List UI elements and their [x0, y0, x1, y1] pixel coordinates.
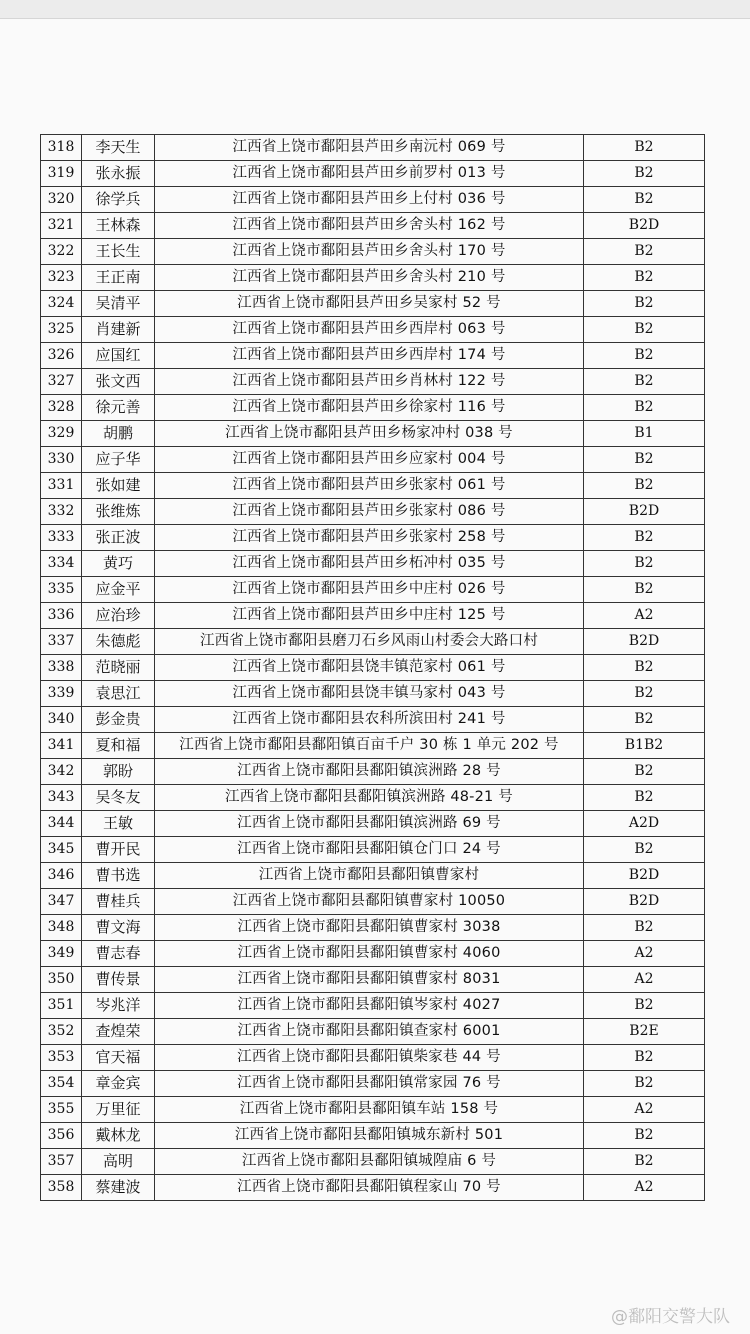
- row-address: 江西省上饶市鄱阳县鄱阳镇滨洲路 28 号: [155, 759, 584, 785]
- table-row: [41, 863, 705, 889]
- table-row: [41, 655, 705, 681]
- row-number: 351: [41, 993, 82, 1019]
- row-name: 查煌荣: [82, 1019, 155, 1045]
- table-row: [41, 993, 705, 1019]
- row-license-class: B2: [584, 577, 705, 603]
- table-row: [41, 603, 705, 629]
- row-name: 朱德彪: [82, 629, 155, 655]
- table-row: [41, 915, 705, 941]
- row-name: 肖建新: [82, 317, 155, 343]
- row-name: 张文西: [82, 369, 155, 395]
- row-address: 江西省上饶市鄱阳县鄱阳镇车站 158 号: [155, 1097, 584, 1123]
- table-row: [41, 1149, 705, 1175]
- row-name: 曹传景: [82, 967, 155, 993]
- table-row: [41, 239, 705, 265]
- row-name: 蔡建波: [82, 1175, 155, 1201]
- row-license-class: B2: [584, 395, 705, 421]
- row-number: 357: [41, 1149, 82, 1175]
- row-number: 327: [41, 369, 82, 395]
- table-row: [41, 1071, 705, 1097]
- row-number: 324: [41, 291, 82, 317]
- row-number: 318: [41, 135, 82, 161]
- table-row: [41, 577, 705, 603]
- table-row: [41, 707, 705, 733]
- row-number: 333: [41, 525, 82, 551]
- row-name: 彭金贵: [82, 707, 155, 733]
- row-number: 334: [41, 551, 82, 577]
- row-name: 岑兆洋: [82, 993, 155, 1019]
- row-license-class: A2: [584, 967, 705, 993]
- row-address: 江西省上饶市鄱阳县芦田乡南沅村 069 号: [155, 135, 584, 161]
- row-address: 江西省上饶市鄱阳县芦田乡杨家冲村 038 号: [155, 421, 584, 447]
- table-row: [41, 889, 705, 915]
- row-name: 黄巧: [82, 551, 155, 577]
- row-number: 321: [41, 213, 82, 239]
- row-license-class: B2: [584, 655, 705, 681]
- row-address: 江西省上饶市鄱阳县鄱阳镇柴家巷 44 号: [155, 1045, 584, 1071]
- row-name: 胡鹏: [82, 421, 155, 447]
- row-address: 江西省上饶市鄱阳县芦田乡肖林村 122 号: [155, 369, 584, 395]
- row-license-class: B2D: [584, 863, 705, 889]
- row-license-class: A2: [584, 1175, 705, 1201]
- row-name: 曹书选: [82, 863, 155, 889]
- table-row: [41, 135, 705, 161]
- row-name: 王正南: [82, 265, 155, 291]
- row-license-class: B2: [584, 993, 705, 1019]
- row-license-class: B2: [584, 161, 705, 187]
- row-address: 江西省上饶市鄱阳县芦田乡中庄村 125 号: [155, 603, 584, 629]
- row-license-class: B2: [584, 681, 705, 707]
- table-row: [41, 421, 705, 447]
- row-name: 曹桂兵: [82, 889, 155, 915]
- row-number: 349: [41, 941, 82, 967]
- row-name: 应子华: [82, 447, 155, 473]
- row-name: 袁思江: [82, 681, 155, 707]
- row-license-class: B2: [584, 1149, 705, 1175]
- row-address: 江西省上饶市鄱阳县芦田乡应家村 004 号: [155, 447, 584, 473]
- table-row: [41, 187, 705, 213]
- row-name: 王长生: [82, 239, 155, 265]
- row-license-class: B1: [584, 421, 705, 447]
- row-address: 江西省上饶市鄱阳县鄱阳镇百亩千户 30 栋 1 单元 202 号: [155, 733, 584, 759]
- row-license-class: B2: [584, 135, 705, 161]
- row-license-class: B2D: [584, 889, 705, 915]
- top-bar: [0, 0, 750, 19]
- row-name: 夏和福: [82, 733, 155, 759]
- row-number: 345: [41, 837, 82, 863]
- row-number: 350: [41, 967, 82, 993]
- row-license-class: B2: [584, 551, 705, 577]
- row-name: 王林森: [82, 213, 155, 239]
- row-name: 徐元善: [82, 395, 155, 421]
- table-row: [41, 681, 705, 707]
- row-license-class: B2: [584, 343, 705, 369]
- table-row: [41, 499, 705, 525]
- row-address: 江西省上饶市鄱阳县鄱阳镇仓门口 24 号: [155, 837, 584, 863]
- row-license-class: B2E: [584, 1019, 705, 1045]
- row-address: 江西省上饶市鄱阳县鄱阳镇曹家村 4060: [155, 941, 584, 967]
- row-name: 应国红: [82, 343, 155, 369]
- row-license-class: B2D: [584, 499, 705, 525]
- table-row: [41, 291, 705, 317]
- row-number: 347: [41, 889, 82, 915]
- row-number: 348: [41, 915, 82, 941]
- table-row: [41, 525, 705, 551]
- license-table: [40, 134, 705, 1201]
- row-number: 329: [41, 421, 82, 447]
- table-row: [41, 785, 705, 811]
- row-number: 322: [41, 239, 82, 265]
- row-name: 张如建: [82, 473, 155, 499]
- row-license-class: B2D: [584, 213, 705, 239]
- row-address: 江西省上饶市鄱阳县芦田乡舍头村 162 号: [155, 213, 584, 239]
- table-row: [41, 369, 705, 395]
- row-address: 江西省上饶市鄱阳县芦田乡舍头村 170 号: [155, 239, 584, 265]
- row-number: 325: [41, 317, 82, 343]
- row-number: 335: [41, 577, 82, 603]
- table-row: [41, 213, 705, 239]
- row-number: 326: [41, 343, 82, 369]
- row-number: 336: [41, 603, 82, 629]
- table-row: [41, 811, 705, 837]
- row-name: 郭盼: [82, 759, 155, 785]
- row-address: 江西省上饶市鄱阳县芦田乡吴家村 52 号: [155, 291, 584, 317]
- row-address: 江西省上饶市鄱阳县鄱阳镇曹家村 10050: [155, 889, 584, 915]
- row-address: 江西省上饶市鄱阳县芦田乡张家村 258 号: [155, 525, 584, 551]
- table-row: [41, 967, 705, 993]
- row-number: 319: [41, 161, 82, 187]
- row-number: 354: [41, 1071, 82, 1097]
- row-name: 王敏: [82, 811, 155, 837]
- row-number: 353: [41, 1045, 82, 1071]
- row-address: 江西省上饶市鄱阳县鄱阳镇曹家村: [155, 863, 584, 889]
- table-row: [41, 265, 705, 291]
- row-number: 355: [41, 1097, 82, 1123]
- row-license-class: B2: [584, 187, 705, 213]
- row-address: 江西省上饶市鄱阳县芦田乡前罗村 013 号: [155, 161, 584, 187]
- row-address: 江西省上饶市鄱阳县鄱阳镇曹家村 8031: [155, 967, 584, 993]
- row-address: 江西省上饶市鄱阳县鄱阳镇曹家村 3038: [155, 915, 584, 941]
- row-name: 章金宾: [82, 1071, 155, 1097]
- row-number: 331: [41, 473, 82, 499]
- row-address: 江西省上饶市鄱阳县鄱阳镇查家村 6001: [155, 1019, 584, 1045]
- row-address: 江西省上饶市鄱阳县鄱阳镇滨洲路 69 号: [155, 811, 584, 837]
- row-number: 346: [41, 863, 82, 889]
- table-row: [41, 1175, 705, 1201]
- table-row: [41, 1097, 705, 1123]
- row-name: 曹志春: [82, 941, 155, 967]
- row-license-class: B2: [584, 291, 705, 317]
- row-name: 官天福: [82, 1045, 155, 1071]
- row-address: 江西省上饶市鄱阳县芦田乡中庄村 026 号: [155, 577, 584, 603]
- row-license-class: B2: [584, 1123, 705, 1149]
- row-license-class: B2: [584, 239, 705, 265]
- row-address: 江西省上饶市鄱阳县鄱阳镇城东新村 501: [155, 1123, 584, 1149]
- row-license-class: B2: [584, 525, 705, 551]
- row-number: 328: [41, 395, 82, 421]
- row-license-class: A2D: [584, 811, 705, 837]
- weibo-watermark: @鄱阳交警大队: [611, 1307, 730, 1327]
- row-number: 356: [41, 1123, 82, 1149]
- row-license-class: B2: [584, 447, 705, 473]
- row-number: 320: [41, 187, 82, 213]
- row-name: 李天生: [82, 135, 155, 161]
- row-number: 340: [41, 707, 82, 733]
- row-number: 330: [41, 447, 82, 473]
- row-address: 江西省上饶市鄱阳县芦田乡西岸村 174 号: [155, 343, 584, 369]
- table-row: [41, 1123, 705, 1149]
- table-row: [41, 161, 705, 187]
- table-row: [41, 447, 705, 473]
- row-license-class: B2: [584, 317, 705, 343]
- row-address: 江西省上饶市鄱阳县芦田乡西岸村 063 号: [155, 317, 584, 343]
- row-number: 338: [41, 655, 82, 681]
- row-name: 徐学兵: [82, 187, 155, 213]
- row-number: 343: [41, 785, 82, 811]
- row-address: 江西省上饶市鄱阳县鄱阳镇常家园 76 号: [155, 1071, 584, 1097]
- row-address: 江西省上饶市鄱阳县芦田乡舍头村 210 号: [155, 265, 584, 291]
- row-license-class: B2: [584, 759, 705, 785]
- row-license-class: A2: [584, 603, 705, 629]
- row-address: 江西省上饶市鄱阳县鄱阳镇程家山 70 号: [155, 1175, 584, 1201]
- row-name: 张维炼: [82, 499, 155, 525]
- row-name: 应治珍: [82, 603, 155, 629]
- document-sheet: [40, 134, 700, 1201]
- row-address: 江西省上饶市鄱阳县农科所滨田村 241 号: [155, 707, 584, 733]
- row-name: 戴林龙: [82, 1123, 155, 1149]
- table-row: [41, 317, 705, 343]
- row-number: 337: [41, 629, 82, 655]
- row-name: 吴清平: [82, 291, 155, 317]
- row-name: 高明: [82, 1149, 155, 1175]
- license-table-body: [41, 135, 705, 1201]
- row-number: 341: [41, 733, 82, 759]
- row-address: 江西省上饶市鄱阳县鄱阳镇岑家村 4027: [155, 993, 584, 1019]
- row-license-class: B2: [584, 707, 705, 733]
- row-license-class: B2: [584, 369, 705, 395]
- row-number: 344: [41, 811, 82, 837]
- row-license-class: B2D: [584, 629, 705, 655]
- table-row: [41, 395, 705, 421]
- row-name: 应金平: [82, 577, 155, 603]
- row-license-class: B2: [584, 265, 705, 291]
- row-number: 332: [41, 499, 82, 525]
- table-row: [41, 629, 705, 655]
- table-row: [41, 343, 705, 369]
- table-row: [41, 473, 705, 499]
- table-row: [41, 759, 705, 785]
- table-row: [41, 837, 705, 863]
- row-name: 曹文海: [82, 915, 155, 941]
- row-number: 342: [41, 759, 82, 785]
- row-address: 江西省上饶市鄱阳县饶丰镇范家村 061 号: [155, 655, 584, 681]
- row-license-class: A2: [584, 1097, 705, 1123]
- table-row: [41, 1045, 705, 1071]
- row-license-class: B2: [584, 1045, 705, 1071]
- row-name: 万里征: [82, 1097, 155, 1123]
- row-license-class: B2: [584, 1071, 705, 1097]
- row-license-class: A2: [584, 941, 705, 967]
- row-number: 358: [41, 1175, 82, 1201]
- row-address: 江西省上饶市鄱阳县芦田乡张家村 086 号: [155, 499, 584, 525]
- row-number: 352: [41, 1019, 82, 1045]
- row-address: 江西省上饶市鄱阳县芦田乡张家村 061 号: [155, 473, 584, 499]
- row-address: 江西省上饶市鄱阳县芦田乡徐家村 116 号: [155, 395, 584, 421]
- row-address: 江西省上饶市鄱阳县芦田乡上付村 036 号: [155, 187, 584, 213]
- row-name: 吴冬友: [82, 785, 155, 811]
- row-license-class: B2: [584, 473, 705, 499]
- row-number: 339: [41, 681, 82, 707]
- row-name: 张正波: [82, 525, 155, 551]
- row-name: 范晓丽: [82, 655, 155, 681]
- table-row: [41, 941, 705, 967]
- row-name: 张永振: [82, 161, 155, 187]
- row-name: 曹开民: [82, 837, 155, 863]
- row-address: 江西省上饶市鄱阳县饶丰镇马家村 043 号: [155, 681, 584, 707]
- table-row: [41, 733, 705, 759]
- row-license-class: B1B2: [584, 733, 705, 759]
- row-address: 江西省上饶市鄱阳县鄱阳镇滨洲路 48-21 号: [155, 785, 584, 811]
- table-row: [41, 551, 705, 577]
- row-license-class: B2: [584, 785, 705, 811]
- row-license-class: B2: [584, 837, 705, 863]
- row-address: 江西省上饶市鄱阳县芦田乡柘冲村 035 号: [155, 551, 584, 577]
- row-address: 江西省上饶市鄱阳县磨刀石乡风雨山村委会大路口村: [155, 629, 584, 655]
- row-number: 323: [41, 265, 82, 291]
- row-license-class: B2: [584, 915, 705, 941]
- row-address: 江西省上饶市鄱阳县鄱阳镇城隍庙 6 号: [155, 1149, 584, 1175]
- table-row: [41, 1019, 705, 1045]
